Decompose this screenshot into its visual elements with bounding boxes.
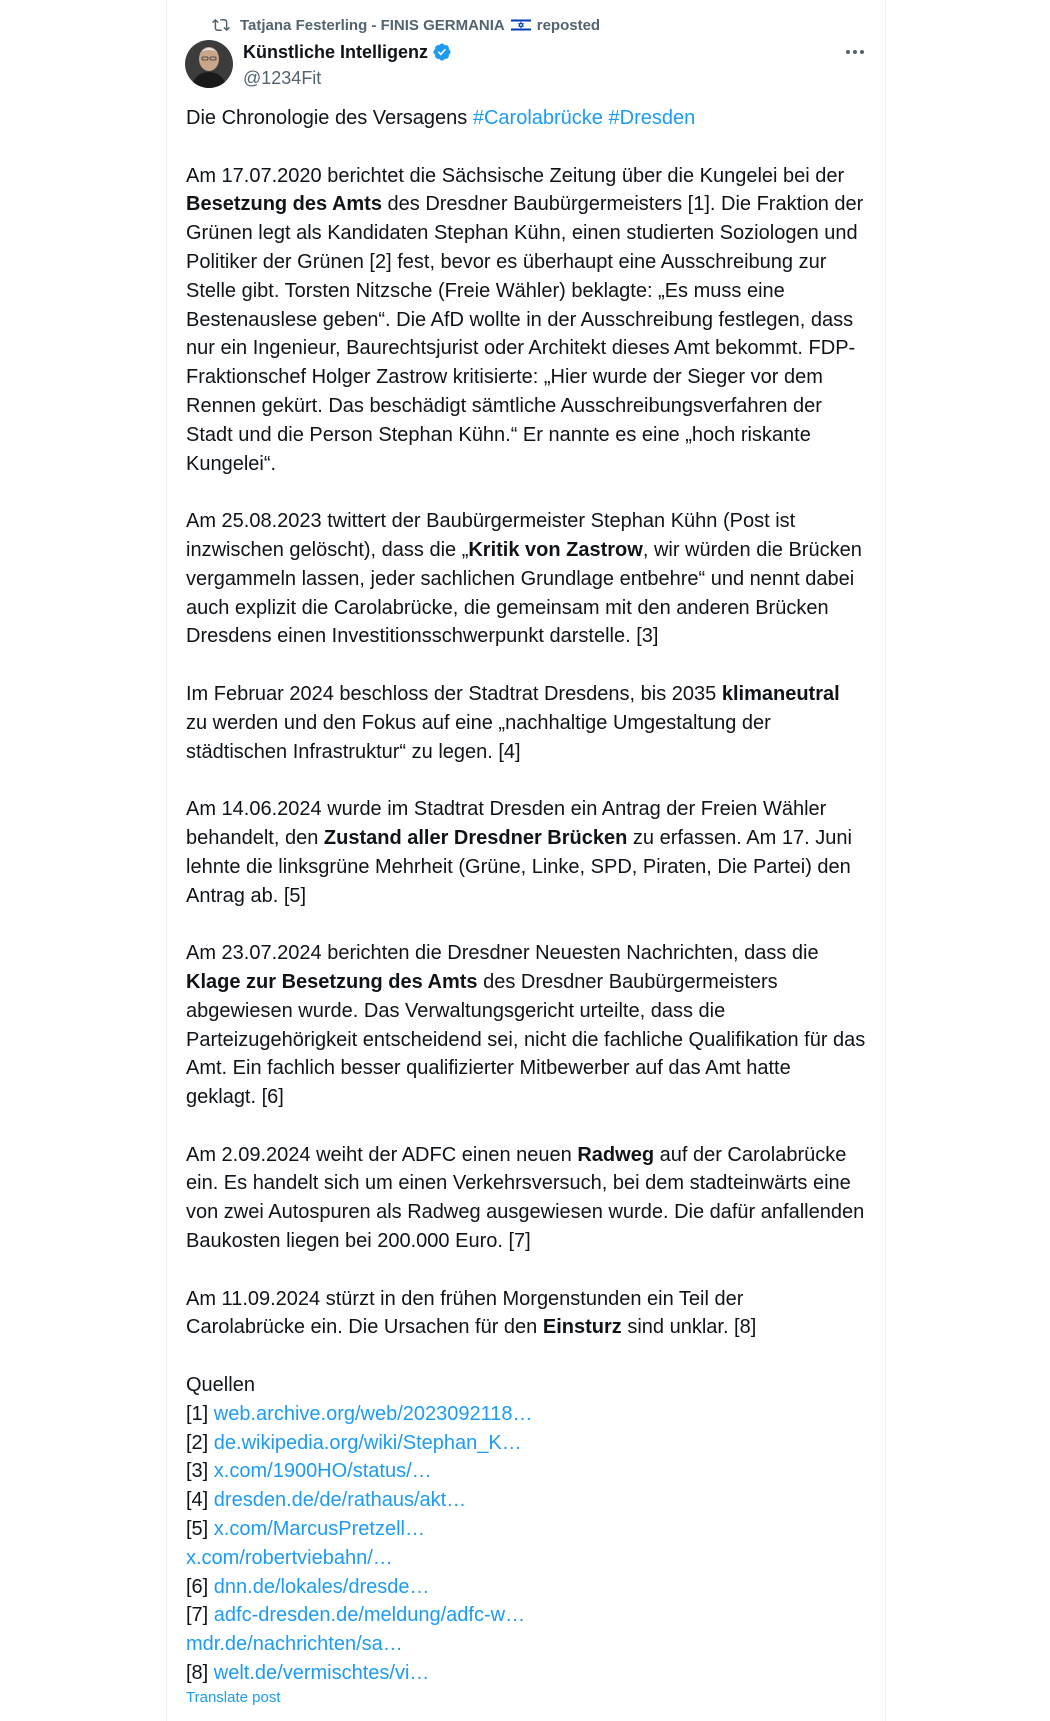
repost-label: reposted	[536, 16, 601, 34]
source-link[interactable]: x.com/1900HO/status/…	[213, 1460, 432, 1483]
paragraph-7	[186, 1285, 866, 1343]
source-row	[186, 1486, 866, 1515]
source-row	[186, 1544, 866, 1573]
source-row	[186, 1601, 866, 1630]
p4-text-c: zu erfassen. Am 17. Juni lehnte die linksgrüne Mehrheit (Grüne, Linke, SPD, Piraten, Die Partei) den Antrag ab. [5]	[186, 826, 852, 907]
verified-badge-icon[interactable]	[432, 42, 452, 62]
hashtag-carolabruecke[interactable]: #Carolabrücke	[472, 107, 603, 129]
p7-text-c: sind unklar. [8]	[621, 1316, 757, 1339]
p5-text-c: des Dresdner Baubürgermeisters abgewiesen wurde. Das Verwaltungsgericht urteilte, dass die Parteizugehörigkeit entscheidend sei, nicht die fachliche Qualifikation für das Amt. Ein fachlich besser qualifizierter Mitbewerber auf das Amt hatte geklagt. [6]	[186, 970, 866, 1109]
author-name[interactable]: Künstliche Intelligenz	[243, 41, 429, 62]
p5-bold: Klage zur Besetzung des Amts	[186, 970, 478, 993]
p7-bold: Einsturz	[542, 1316, 622, 1339]
repost-user[interactable]: Tatjana Festerling - FINIS GERMANIA	[240, 16, 505, 34]
repost-header[interactable]	[212, 14, 600, 36]
p3-text-a: Im Februar 2024 beschloss der Stadtrat Dresdens, bis 2035	[186, 682, 722, 705]
p3-bold: klimaneutral	[721, 682, 840, 705]
p1-text-a: Am 17.07.2020 berichtet die Sächsische Zeitung über die Kungelei bei der	[186, 164, 845, 187]
source-link[interactable]: web.archive.org/web/2023092118…	[213, 1402, 533, 1425]
p6-text-c: auf der Carolabrücke ein. Es handelt sich um einen Verkehrsversuch, bei dem stadteinwärts eine von zwei Autospuren als Radweg ausgewiesen wurde. Die dafür anfallenden Baukosten liegen bei 200.000 Euro. [7]	[186, 1143, 865, 1253]
paragraph-3	[186, 680, 866, 766]
source-row	[186, 1400, 866, 1429]
p2-text-a: Am 25.08.2023 twittert der Baubürgermeister Stephan Kühn (Post ist inzwischen gelöscht), dass die „	[186, 510, 796, 561]
p6-text-a: Am 2.09.2024 weiht der ADFC einen neuen	[186, 1143, 578, 1166]
p2-text-c: , wir würden die Brücken vergammeln lassen, jeder sachlichen Grundlage entbehre“ und nennt dabei auch explizit die Carolabrücke, die gemeinsam mit den anderen Brücken Dresdens einen Investitionsschwerpunkt darstelle. [3]	[186, 538, 862, 648]
sources-list	[186, 1371, 866, 1688]
source-ref: [7]	[186, 1604, 214, 1627]
source-link[interactable]: dresden.de/de/rathaus/akt…	[213, 1489, 467, 1512]
author-block	[243, 40, 452, 90]
paragraph-1	[186, 162, 866, 479]
p1-bold: Besetzung des Amts	[186, 193, 382, 216]
paragraph-2	[186, 507, 866, 651]
p3-text-c: zu werden und den Fokus auf eine „nachhaltige Umgestaltung der städtischen Infrastruktur“ zu legen. [4]	[186, 711, 771, 763]
source-link[interactable]: de.wikipedia.org/wiki/Stephan_K…	[213, 1431, 522, 1454]
intro-text: Die Chronologie des Versagens	[186, 107, 473, 129]
post-intro	[186, 104, 866, 133]
p6-bold: Radweg	[577, 1143, 655, 1166]
repost-icon	[212, 16, 230, 34]
author-name-row[interactable]	[243, 40, 452, 64]
source-row	[186, 1457, 866, 1486]
post-text	[186, 104, 866, 1688]
paragraph-6	[186, 1141, 866, 1256]
source-link[interactable]: x.com/robertviebahn/…	[186, 1546, 393, 1569]
p4-text-a: Am 14.06.2024 wurde im Stadtrat Dresden ein Antrag der Freien Wähler behandelt, den	[186, 798, 827, 849]
sources-title: Quellen	[186, 1374, 255, 1397]
source-ref: [5]	[186, 1518, 214, 1541]
source-ref: [4]	[186, 1489, 214, 1512]
p1-text-c: des Dresdner Baubürgermeisters [1]. Die Fraktion der Grünen legt als Kandidaten Stephan Kühn, einen studierten Soziologen und Politiker der Grünen [2] fest, bevor es überhaupt eine Ausschreibung zur Stelle gibt. Torsten Nitzsche (Freie Wähler) beklagte: „Es muss eine Bestenauslese geben“. Die AfD wollte in der Ausschreibung festlegen, dass nur ein Ingenieur, Baurechtsjurist oder Architekt dieses Amt bekommt. FDP-Fraktionschef Holger Zastrow kritisierte: „Hier wurde der Sieger vor dem Rennen gekürt. Das beschädigt sämtliche Ausschreibungsverfahren der Stadt und die Person Stephan Kühn.“ Er nannte es eine „hoch riskante Kungelei“.	[186, 193, 864, 475]
source-ref: [3]	[186, 1460, 214, 1483]
source-link[interactable]: welt.de/vermischtes/vi…	[213, 1662, 430, 1685]
source-ref: [6]	[186, 1575, 214, 1598]
paragraph-4	[186, 795, 866, 910]
source-row	[186, 1573, 866, 1602]
author-handle[interactable]: @1234Fit	[243, 68, 322, 88]
avatar[interactable]	[185, 40, 233, 88]
source-link[interactable]: adfc-dresden.de/meldung/adfc-w…	[213, 1604, 526, 1627]
source-link[interactable]: x.com/MarcusPretzell…	[213, 1518, 425, 1541]
source-ref: [2]	[186, 1431, 214, 1454]
more-options-button[interactable]	[840, 40, 870, 64]
source-row	[186, 1515, 866, 1544]
p2-bold: Kritik von Zastrow	[468, 538, 643, 561]
source-link[interactable]: dnn.de/lokales/dresde…	[213, 1575, 430, 1598]
source-row	[186, 1429, 866, 1458]
hashtag-dresden[interactable]: #Dresden	[608, 107, 696, 129]
more-icon	[846, 50, 850, 54]
source-row	[186, 1630, 866, 1659]
p4-bold: Zustand aller Dresdner Brücken	[323, 826, 628, 849]
p5-text-a: Am 23.07.2024 berichten die Dresdner Neuesten Nachrichten, dass die	[186, 942, 819, 965]
israel-flag-icon	[511, 18, 531, 32]
p7-text-a: Am 11.09.2024 stürzt in den frühen Morgenstunden ein Teil der Carolabrücke ein. Die Ursachen für den	[186, 1287, 744, 1339]
source-ref: [8]	[186, 1662, 214, 1685]
source-link[interactable]: mdr.de/nachrichten/sa…	[186, 1633, 403, 1656]
translate-post-button[interactable]: Translate post	[186, 1689, 281, 1706]
source-ref: [1]	[186, 1402, 214, 1425]
paragraph-5	[186, 939, 866, 1112]
source-row	[186, 1659, 866, 1688]
